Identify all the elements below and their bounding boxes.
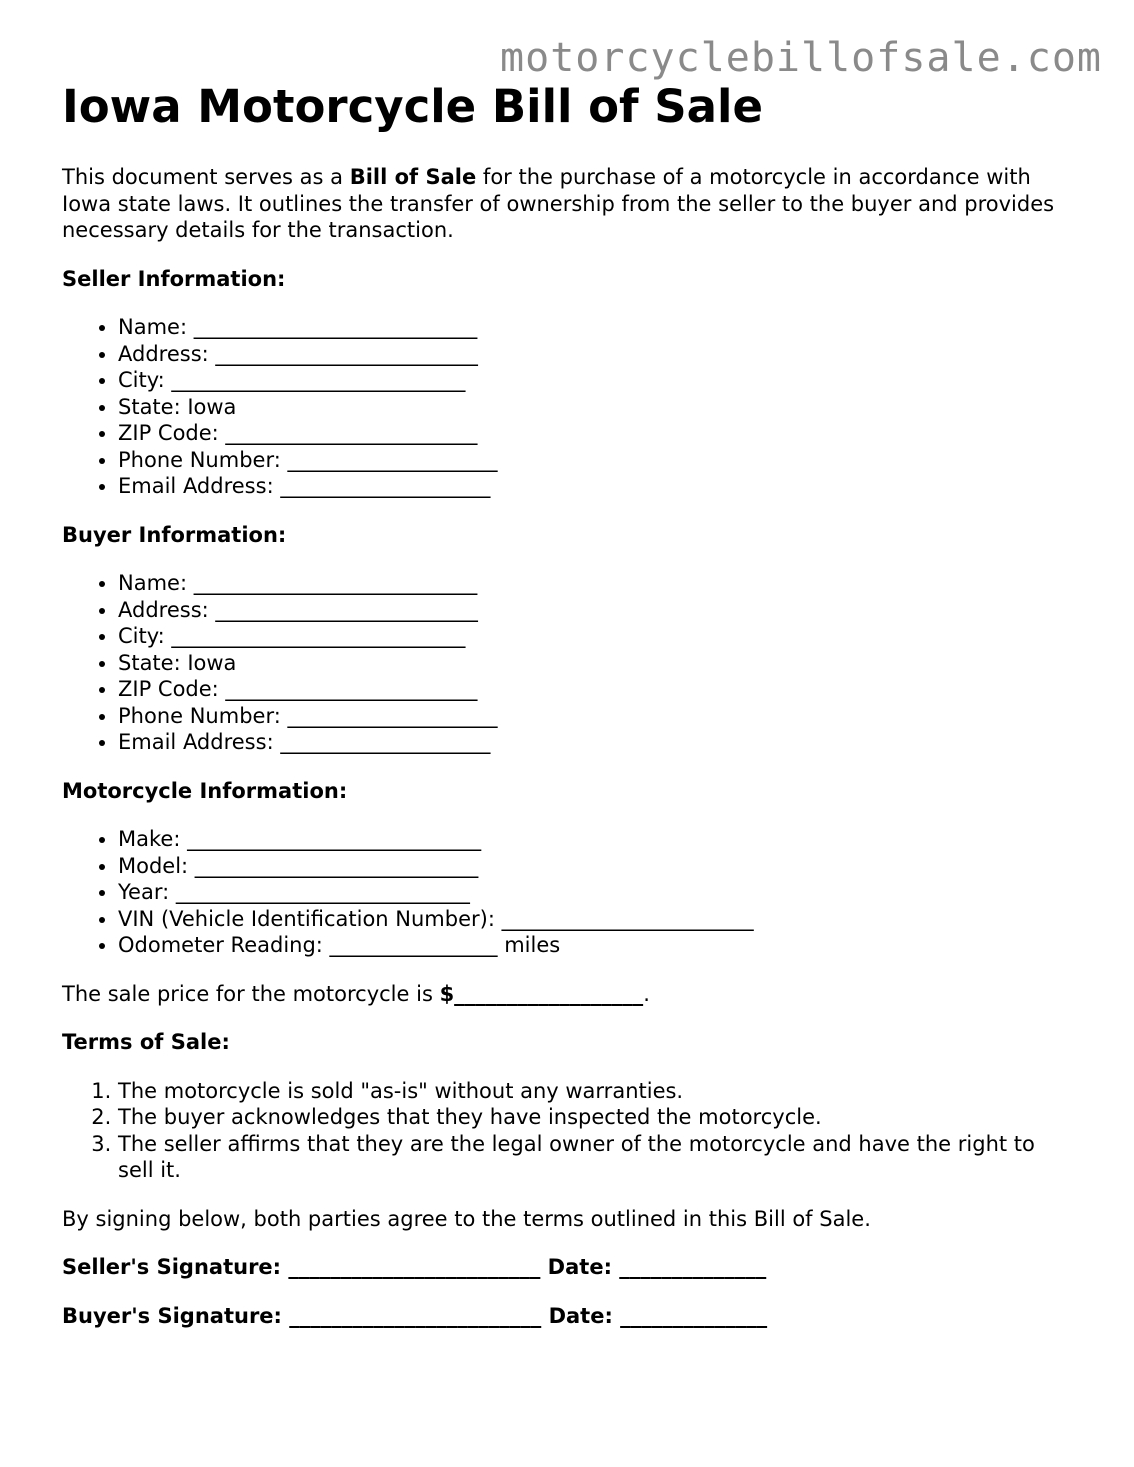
terms-item: 2. The buyer acknowledges that they have inspected the motorcycle.: [118, 1104, 1072, 1131]
buyer-email-item: • Email Address: ____________________: [118, 729, 1072, 756]
seller-address-item: • Address: _________________________: [118, 341, 1072, 368]
buyer-signature-line: Buyer's Signature: ________________________ Date: ______________: [62, 1303, 768, 1328]
motorcycle-heading: Motorcycle Information:: [62, 778, 348, 803]
document-page: [62, 80, 1072, 1329]
seller-list: [62, 314, 1072, 500]
sale-price-blank: $__________________: [439, 981, 644, 1006]
seller-phone-item: • Phone Number: ____________________: [118, 447, 1072, 474]
seller-name-item: • Name: ___________________________: [118, 314, 1072, 341]
buyer-heading: Buyer Information:: [62, 522, 287, 547]
seller-email-item: • Email Address: ____________________: [118, 473, 1072, 500]
buyer-list: [62, 570, 1072, 756]
terms-item: 3. The seller affirms that they are the legal owner of the motorcycle and have the right to sell it.: [118, 1131, 1072, 1184]
buyer-state-item: • State: Iowa: [118, 650, 1072, 677]
buyer-address-item: • Address: _________________________: [118, 597, 1072, 624]
buyer-zip-item: • ZIP Code: ________________________: [118, 676, 1072, 703]
agreement-paragraph: By signing below, both parties agree to the terms outlined in this Bill of Sale.: [62, 1206, 871, 1231]
sale-price-paragraph: [62, 981, 1072, 1008]
seller-zip-item: • ZIP Code: ________________________: [118, 420, 1072, 447]
sale-price-period: .: [643, 981, 650, 1006]
seller-city-item: • City: ____________________________: [118, 367, 1072, 394]
page-title: Iowa Motorcycle Bill of Sale: [62, 80, 763, 133]
intro-paragraph: [62, 164, 1072, 244]
seller-heading: Seller Information:: [62, 266, 286, 291]
intro-text-before: This document serves as a: [62, 165, 350, 189]
motorcycle-vin-item: • VIN (Vehicle Identification Number): ________________________: [118, 906, 1072, 933]
terms-item: 1. The motorcycle is sold "as-is" without any warranties.: [118, 1078, 1072, 1105]
intro-text-after: for the purchase of a motorcycle in accordance with Iowa state laws. It outlines the transfer of ownership from the seller to the buyer and provides necessary details for the transaction.: [62, 165, 1055, 242]
motorcycle-make-item: • Make: ____________________________: [118, 826, 1072, 853]
watermark: motorcyclebillofsale.com: [500, 35, 1102, 81]
buyer-city-item: • City: ____________________________: [118, 623, 1072, 650]
buyer-phone-item: • Phone Number: ____________________: [118, 703, 1072, 730]
intro-text-bold: Bill of Sale: [349, 165, 477, 189]
motorcycle-list: [62, 826, 1072, 959]
terms-list: [62, 1078, 1072, 1184]
motorcycle-year-item: • Year: ____________________________: [118, 879, 1072, 906]
sale-price-text: The sale price for the motorcycle is: [62, 981, 440, 1006]
buyer-name-item: • Name: ___________________________: [118, 570, 1072, 597]
seller-state-item: • State: Iowa: [118, 394, 1072, 421]
motorcycle-odometer-item: • Odometer Reading: ________________ miles: [118, 932, 1072, 959]
motorcycle-model-item: • Model: ___________________________: [118, 853, 1072, 880]
seller-signature-line: Seller's Signature: ________________________ Date: ______________: [62, 1255, 767, 1279]
terms-heading: Terms of Sale:: [62, 1030, 230, 1054]
